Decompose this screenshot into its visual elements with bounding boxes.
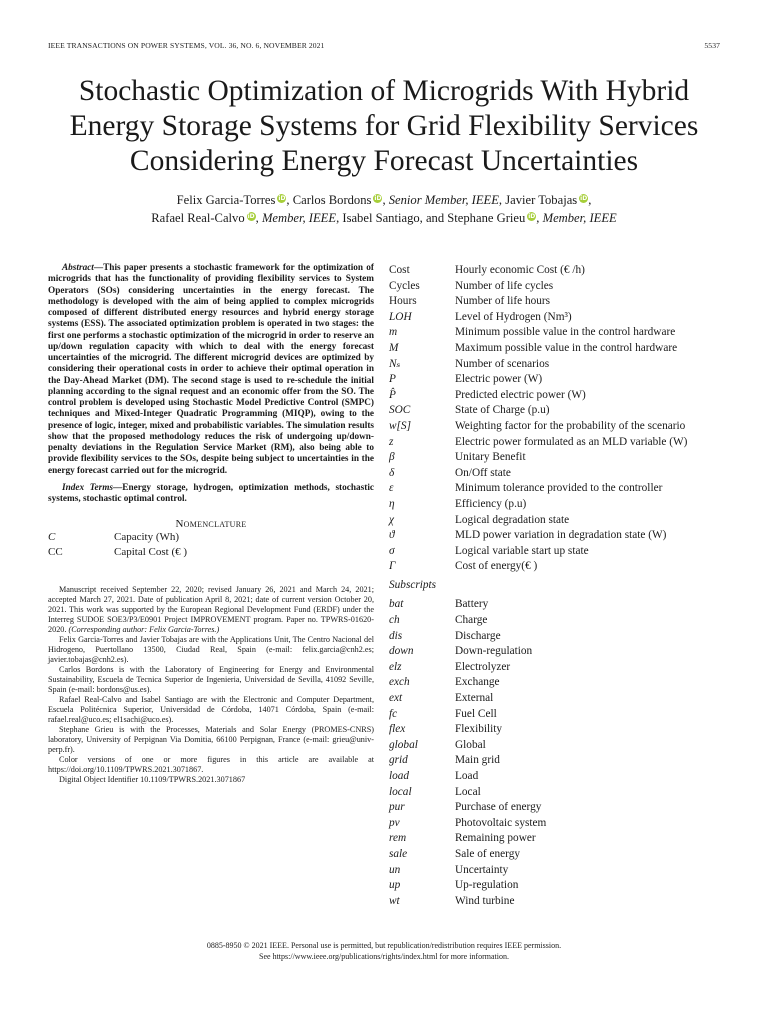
nomenclature-symbol: exch [389,676,410,689]
nomenclature-row [389,357,729,373]
copyright-line: 0885-8950 © 2021 IEEE. Personal use is permitted, but republication/redistribution requires IEEE permission. [206,941,562,950]
nomenclature-definition: MLD power variation in degradation state (W) [455,529,667,542]
left-column [48,263,374,785]
nomenclature-row [389,294,729,310]
nomenclature-definition: Electric power formulated as an MLD variable (W) [455,435,688,448]
separator: , [382,193,389,207]
nomenclature-symbol: fc [389,707,398,720]
subscript-row [389,707,729,723]
nomenclature-definition: Cost of energy(€ ) [455,560,538,573]
nomenclature-row [389,450,729,466]
nomenclature-definition: Discharge [455,629,501,642]
nomenclature-symbol: z [389,435,394,448]
nomenclature-symbol: ϑ [389,529,395,542]
abstract [48,263,374,477]
author-line [40,209,728,227]
subscript-row [389,769,729,785]
nomenclature-symbol: down [389,645,414,658]
nomenclature-symbol: bat [389,598,404,611]
author-role: Member, IEEE [542,211,617,225]
subscript-row [389,675,729,691]
footnote-paragraph: Manuscript received September 22, 2020; revised January 26, 2021 and March 24, 2021; accepted March 27, 2021. Date of publication April 8, 2021; date of current version October 20, 2021. This work was supported by the European Regional Development Fund (ERDF) under the Interreg SUDOE SOE3/P3/E0901 Project IMPROVEMENT program. Paper no. TPWRS-01620-2020. (Corresponding author: Felix Garcia-Torres.) [48,585,374,635]
copyright-notice [40,940,728,962]
nomenclature-definition: Flexibility [455,723,503,736]
subscript-row [389,863,729,879]
author-list [40,191,728,227]
orcid-icon[interactable]: iD [528,213,536,220]
index-terms [48,483,374,506]
nomenclature-symbol: P [389,373,396,386]
orcid-icon[interactable]: iD [374,195,382,202]
nomenclature-definition: Logical degradation state [455,513,570,526]
author-name: Javier Tobajas [505,193,578,207]
title-line: Energy Storage Systems for Grid Flexibility Services [69,110,699,142]
nomenclature-row [389,279,729,295]
nomenclature-row [389,403,729,419]
nomenclature-definition: Hourly economic Cost (€ /h) [455,264,585,276]
orcid-icon[interactable]: iD [278,195,286,202]
nomenclature-definition: Capacity (Wh) [114,531,180,544]
nomenclature-symbol: SOC [389,404,411,417]
subscript-row [389,644,729,660]
nomenclature-symbol: pv [389,816,400,829]
nomenclature-symbol: up [389,879,401,892]
subscript-row [389,597,729,613]
corresponding-author: (Corresponding author: Felix Garcia-Torres.) [68,625,220,635]
nomenclature-definition: Level of Hydrogen (Nm³) [455,310,572,323]
separator: , [536,211,543,225]
nomenclature-definition: Minimum possible value in the control hardware [455,326,676,339]
nomenclature-definition: Efficiency (p.u) [455,497,527,510]
separator: , [286,193,293,207]
nomenclature-row [389,388,729,404]
nomenclature-row [48,545,374,560]
nomenclature-definition: Battery [455,598,489,611]
subscript-row [389,847,729,863]
nomenclature-definition: Weighting factor for the probability of the scenario [455,419,686,432]
index-terms-label: Index Terms [62,482,114,493]
nomenclature-definition: Uncertainty [455,863,509,876]
right-column [389,263,729,909]
subscript-row [389,753,729,769]
nomenclature-definition: Main grid [455,754,500,767]
subscript-row [389,613,729,629]
subscript-row [389,816,729,832]
nomenclature-row [389,466,729,482]
nomenclature-definition: Photovoltaic system [455,816,547,829]
nomenclature-row [389,435,729,451]
nomenclature-definition: Up-regulation [455,879,519,892]
title-line: Considering Energy Forecast Uncertainties [129,145,639,177]
subscript-row [389,878,729,894]
index-terms-dash: — [113,482,123,493]
copyright-line: See https://www.ieee.org/publications/rights/index.html for more information. [259,952,509,961]
nomenclature-row [389,559,729,575]
nomenclature-symbol: M [389,341,399,354]
subscript-row [389,660,729,676]
nomenclature-definition: External [455,692,494,705]
nomenclature-symbol: un [389,863,401,876]
nomenclature-definition: Number of life cycles [455,279,554,292]
nomenclature-symbol: w[S] [389,419,411,432]
nomenclature-row [389,528,729,544]
nomenclature-definition: State of Charge (p.u) [455,404,550,417]
page-number: 5537 [704,41,720,50]
nomenclature-definition: On/Off state [455,466,511,479]
nomenclature-definition: Logical variable start up state [455,544,589,557]
nomenclature-row [389,325,729,341]
nomenclature-definition: Unitary Benefit [455,451,526,464]
running-head [48,41,720,50]
subscript-row [389,691,729,707]
nomenclature-definition: Number of scenarios [455,357,550,370]
nomenclature-definition: Local [455,785,481,798]
author-name: Felix Garcia-Torres [176,193,276,207]
separator: , [588,193,592,207]
nomenclature-row [389,481,729,497]
nomenclature-symbol: sale [389,847,408,860]
footnote-paragraph: Digital Object Identifier 10.1109/TPWRS.2021.3071867 [59,775,246,785]
nomenclature-symbol: Nₛ [389,357,401,370]
nomenclature-definition: Exchange [455,676,500,689]
subscript-row [389,629,729,645]
nomenclature-definition: Remaining power [455,832,536,845]
nomenclature-symbol: global [389,738,418,751]
nomenclature-definition: Capital Cost (€ ) [114,545,188,558]
orcid-icon[interactable]: iD [580,195,588,202]
nomenclature-symbol: ch [389,614,400,627]
nomenclature-symbol: χ [389,513,394,526]
nomenclature-symbol: η [389,497,395,510]
nomenclature-row [48,530,374,545]
footnote-paragraph: Stephane Grieu is with the Processes, Materials and Solar Energy (PROMES-CNRS) laboratory, University of Perpignan Via Domitia, 66100 Perpignan, France (e-mail: grieu@univ-perp.fr). [48,725,374,755]
nomenclature-symbol: ext [389,692,403,705]
nomenclature-row [389,419,729,435]
journal-name: IEEE TRANSACTIONS ON POWER SYSTEMS, VOL. 36, NO. 6, NOVEMBER 2021 [48,41,325,50]
nomenclature-row [389,341,729,357]
author-name: Rafael Real-Calvo [151,211,245,225]
nomenclature-symbol: dis [389,629,403,642]
nomenclature-definition: Electric power (W) [455,373,543,386]
nomenclature-row [389,513,729,529]
nomenclature-symbol: Γ [389,560,396,573]
nomenclature-symbol: wt [389,894,400,907]
nomenclature-symbol: load [389,770,410,782]
nomenclature-symbol: flex [389,723,406,736]
subscript-row [389,738,729,754]
subscript-row [389,831,729,847]
subscripts-heading: Subscripts [389,578,437,591]
nomenclature-symbol: Hours [389,295,417,308]
nomenclature-definition: Minimum tolerance provided to the controller [455,482,663,495]
nomenclature-row [389,544,729,560]
nomenclature-symbol: δ [389,466,395,479]
orcid-icon[interactable]: iD [247,213,255,220]
nomenclature-definition: Sale of energy [455,847,521,860]
nomenclature-definition: Wind turbine [455,894,515,907]
nomenclature-symbol: P̂ [389,388,396,401]
nomenclature-definition: Charge [455,614,488,627]
nomenclature-row [389,372,729,388]
subscript-row [389,785,729,801]
nomenclature-symbol: C [48,531,56,544]
nomenclature-definition: Number of life hours [455,295,551,308]
footnote-paragraph: Rafael Real-Calvo and Isabel Santiago are with the Electronic and Computer Department, Escuela Politécnica Superior, Universidad de Córdoba, 14071 Córdoba, Spain (e-mail: rafael.real@uco.es; el1sachi@uco.es). [48,695,374,725]
abstract-label: Abstract [62,263,94,273]
footnote [48,585,374,785]
subscript-row [389,722,729,738]
abstract-dash: — [93,263,104,273]
nomenclature-symbol: local [389,785,412,798]
nomenclature-definition: Global [455,738,486,751]
nomenclature-symbol: pur [389,801,405,814]
footnote-paragraph: Color versions of one or more figures in this article are available at https://doi.org/10.1109/TPWRS.2021.3071867. [48,755,374,775]
nomenclature-symbol: elz [389,660,402,673]
nomenclature-symbol: ε [389,482,394,495]
nomenclature-row [389,497,729,513]
nomenclature-symbol: rem [389,832,407,845]
nomenclature-symbol: m [389,326,398,339]
footnote-paragraph: Carlos Bordons is with the Laboratory of Engineering for Energy and Environmental Sustainability, Escuela de Tecnica Superior de Ingenieria, Universidad de Sevilla, 41092 Seville, Spain (e-mail: bordons@us.es). [48,665,374,695]
nomenclature-heading: Nomenclature [175,518,247,531]
separator: , [498,193,506,207]
paper-title [20,74,748,179]
nomenclature-definition: Maximum possible value in the control hardware [455,341,678,354]
index-terms-text: Energy storage, hydrogen, optimization methods, stochastic systems, stochastic optimal control. [48,482,374,504]
subscript-row [389,800,729,816]
nomenclature-row [389,310,729,326]
separator: , [336,211,343,225]
nomenclature-list [389,263,729,575]
title-line: Stochastic Optimization of Microgrids With Hybrid [78,75,690,107]
author-line [40,191,728,209]
nomenclature-definition: Fuel Cell [455,707,497,720]
nomenclature-definition: Purchase of energy [455,801,542,814]
author-name: Isabel Santiago, and Stephane Grieu [342,211,526,225]
nomenclature-symbol: Cost [389,264,410,276]
author-role: Senior Member, IEEE [388,193,499,207]
footnote-paragraph: Felix Garcia-Torres and Javier Tobajas are with the Applications Unit, The Centro Nacional del Hidrogeno, Puertollano 13500, Ciudad Real, Spain (e-mail: felix.garcia@cnh2.es; javier.tobajas@cnh2.es). [48,635,374,665]
nomenclature-definition: Electrolyzer [455,660,511,673]
nomenclature-symbol: Cycles [389,279,420,292]
abstract-text: This paper presents a stochastic framework for the optimization of microgrids that has the functionality of providing flexibility services to System Operators (SOs) considering uncertainties in the energy forecast. The methodology is developed with the aim of being applied to complex microgrids composed of different distributed energy resources and hybrid energy storage systems (ESS). The associated optimization problem is operated in two stages: the first one performs a stochastic optimization of the microgrid in order to reserve an up/down regulation capacity with which to deal with the energy forecast uncertainties of the microgrid. The different microgrid devices are optimized by considering their operational costs in order to achieve their optimal operation in the Day-Ahead Market (DM). The second stage is used to re-schedule the initial planning according to the signal request and an economic offer from the SO. The control problem is developed using Stochastic Model Predictive Control (SMPC) techniques and Mixed-Integer Quadratic Programming (MIQP), owing to the presence of logic, integer, mixed and probabilistic variables. The simulation results show that the proposed methodology reduces the risk of undergoing up/down-penalty deviations in the Regulation Service Market (RM), also being able to provide flexibility services to the SOs, despite being subject to uncertainties in the energy forecast carried out for the microgrid. [48,263,374,476]
nomenclature-symbol: σ [389,544,395,557]
nomenclature-definition: Down-regulation [455,645,533,658]
nomenclature-definition: Load [455,770,479,782]
author-role: Member, IEEE [261,211,337,225]
nomenclature-row [389,263,729,279]
nomenclature-symbol: grid [389,754,408,767]
subscript-row [389,894,729,910]
nomenclature-symbol: LOH [389,310,412,323]
author-name: Carlos Bordons [292,193,372,207]
separator: , [255,211,262,225]
nomenclature-definition: Predicted electric power (W) [455,388,586,401]
subscripts-list [389,597,729,909]
nomenclature-symbol: CC [48,545,63,558]
nomenclature-symbol: β [389,451,395,464]
